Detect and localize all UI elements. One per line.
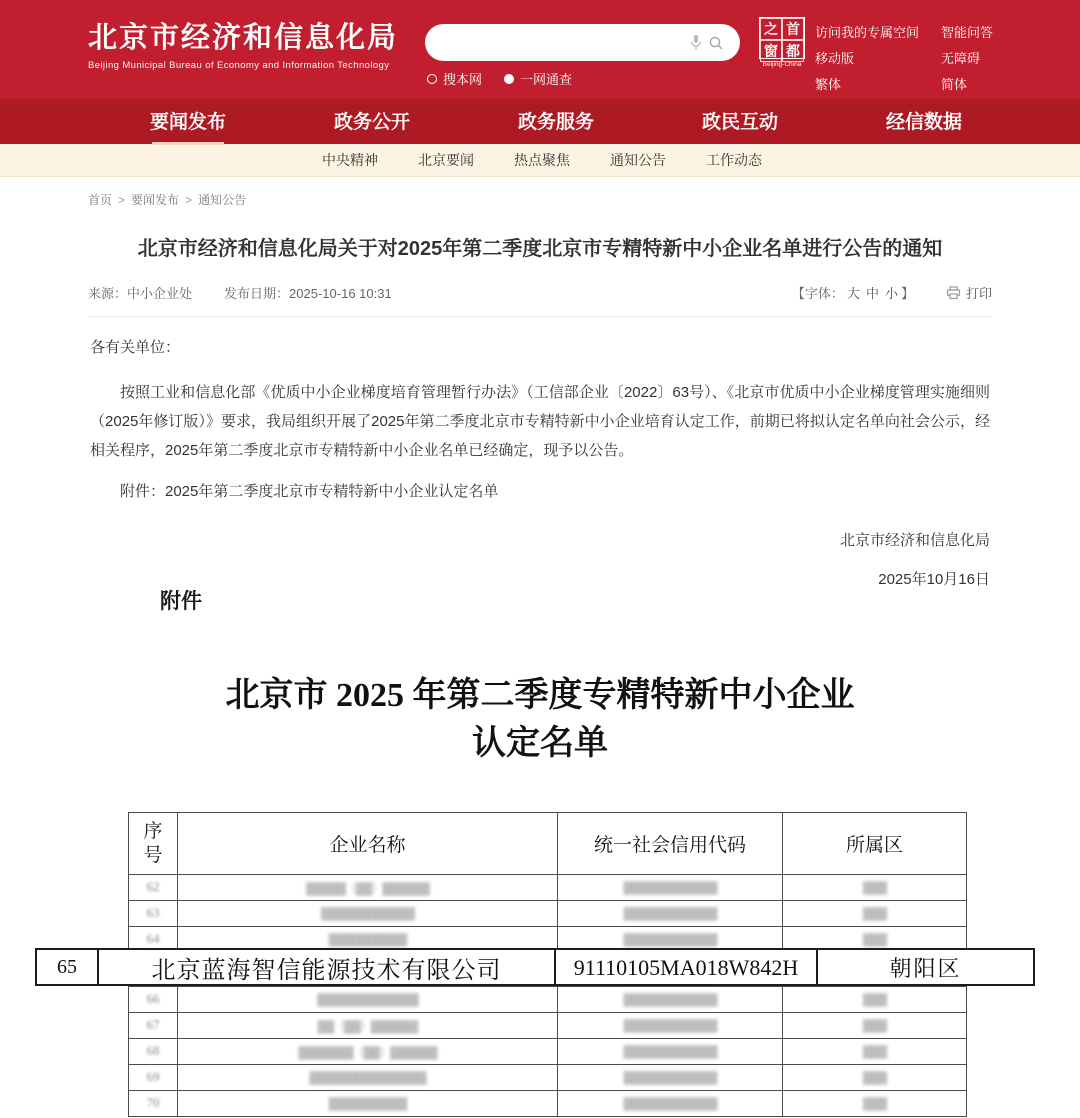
search-scope [427, 69, 740, 88]
blurred-text: ▓▓▓ [862, 879, 887, 894]
blurred-text: ▓▓▓ [862, 905, 887, 920]
subnav-item-work-trends[interactable]: 工作动态 [706, 152, 762, 168]
cell-no [129, 987, 178, 1013]
blurred-text: ▓▓▓▓▓▓▓▓▓▓▓▓ [623, 1069, 717, 1084]
blurred-text: ▓▓▓▓▓▓▓▓▓▓▓▓ [623, 1095, 717, 1110]
link-mobile-version[interactable]: 移动版 [815, 51, 855, 66]
source-label: 来源： [88, 286, 128, 301]
nav-item-news[interactable]: 要闻发布 [150, 107, 226, 136]
blurred-text: 63 [146, 905, 160, 920]
cell-no [129, 901, 178, 927]
date-label: 发布日期： [224, 286, 290, 301]
cell-name [178, 1065, 558, 1091]
link-smart-qa[interactable]: 智能问答 [941, 25, 994, 40]
article-title: 北京市经济和信息化局关于对2025年第二季度北京市专精特新中小企业名单进行公告的通知 [137, 238, 943, 260]
signature-date: 2025年10月16日 [878, 571, 990, 588]
breadcrumb-notices[interactable]: 通知公告 [198, 193, 247, 207]
header-seq-no: 序号 [129, 813, 178, 875]
highlight-seq-no: 65 [57, 956, 77, 978]
salutation: 各有关单位： [90, 339, 181, 356]
attachment-doc-title [0, 672, 1080, 768]
radio-ring-icon [427, 74, 437, 84]
link-traditional-chinese[interactable]: 繁体 [815, 77, 842, 92]
blurred-text: ▓▓▓ [862, 991, 887, 1006]
source-value: 中小企业处 [127, 286, 193, 301]
cell-name [178, 1091, 558, 1117]
link-simplified-chinese[interactable]: 简体 [941, 77, 968, 92]
blurred-text: ▓▓▓▓▓▓▓▓▓▓▓▓ [623, 991, 717, 1006]
nav-item-interaction[interactable]: 政民互动 [701, 112, 778, 133]
table-header-row [129, 813, 967, 875]
logo-char: 窗 [760, 40, 782, 62]
radio-dot-icon [504, 74, 514, 84]
cell-code [558, 1091, 783, 1117]
blurred-text: 68 [146, 1043, 160, 1058]
cell-district [783, 901, 967, 927]
blurred-text: ▓▓▓▓▓▓▓▓▓▓▓▓ [623, 931, 717, 946]
cell-district [783, 987, 967, 1013]
font-size-large-button[interactable]: 大 [846, 286, 860, 301]
scope-option-label: 一网通查 [520, 72, 573, 87]
blurred-text: ▓▓▓▓▓（▓▓）▓▓▓▓▓▓ [306, 880, 429, 895]
print-button[interactable] [946, 283, 992, 302]
cell-code [558, 987, 783, 1013]
print-label: 打印 [965, 286, 992, 301]
table-row [129, 875, 967, 901]
breadcrumb-home[interactable]: 首页 [88, 193, 113, 207]
cell-code [558, 1065, 783, 1091]
cell-district [783, 1065, 967, 1091]
blurred-text: 67 [146, 1017, 160, 1032]
blurred-text: 64 [146, 931, 160, 946]
cell-no [129, 1039, 178, 1065]
microphone-icon[interactable] [686, 34, 706, 51]
blurred-text: ▓▓▓ [862, 931, 887, 946]
article-date [224, 283, 392, 302]
capital-window-logo[interactable] [757, 17, 807, 68]
blurred-text: ▓▓▓▓▓▓▓（▓▓）▓▓▓▓▓▓ [298, 1044, 437, 1059]
date-value: 2025-10-16 10:31 [289, 286, 392, 301]
blurred-text: ▓▓▓▓▓▓▓▓▓▓▓▓ [623, 879, 717, 894]
blurred-text: 66 [146, 991, 160, 1006]
table-row [129, 1039, 967, 1065]
blurred-text: 62 [146, 879, 160, 894]
blurred-text: ▓▓▓▓▓▓▓▓▓▓ [328, 931, 407, 946]
attachment-link[interactable]: 附件：2025年第二季度北京市专精特新中小企业认定名单 [120, 483, 499, 500]
subnav-item-notices[interactable]: 通知公告 [610, 152, 666, 168]
blurred-text: ▓▓▓▓▓▓▓▓▓▓▓▓ [623, 905, 717, 920]
search-box [425, 24, 740, 61]
blurred-text: ▓▓▓ [862, 1017, 887, 1032]
breadcrumb-news[interactable]: 要闻发布 [131, 193, 180, 207]
subnav-item-beijing-news[interactable]: 北京要闻 [418, 152, 474, 168]
highlight-row [35, 948, 1035, 986]
blurred-text: ▓▓▓▓▓▓▓▓▓▓ [328, 1095, 407, 1110]
signature: 北京市经济和信息化局 [839, 532, 990, 549]
blurred-text: 69 [146, 1069, 160, 1084]
table-row [129, 1065, 967, 1091]
nav-item-gov-service[interactable]: 政务服务 [517, 112, 594, 133]
cell-code [558, 1013, 783, 1039]
cell-district [783, 1013, 967, 1039]
highlight-district: 朝阳区 [889, 956, 962, 981]
scope-option-onenet[interactable] [504, 69, 572, 88]
highlight-credit-code: 91110105MA018W842H [573, 954, 799, 980]
blurred-text: ▓▓▓▓▓▓▓▓▓▓▓▓ [623, 1017, 717, 1032]
cell-name [178, 987, 558, 1013]
blurred-text: ▓▓▓ [862, 1043, 887, 1058]
blurred-text: ▓▓▓▓▓▓▓▓▓▓▓▓ [321, 905, 414, 920]
highlight-company-name: 北京蓝海智信能源技术有限公司 [151, 958, 502, 984]
divider [88, 316, 992, 317]
cell-no [129, 1065, 178, 1091]
cell-name [178, 875, 558, 901]
cell-name [178, 901, 558, 927]
subnav-item-hot-focus[interactable]: 热点聚焦 [514, 152, 570, 168]
breadcrumb-separator: > [118, 193, 126, 207]
font-size-medium-button[interactable]: 中 [865, 286, 879, 301]
site-brand [88, 20, 398, 71]
search-icon[interactable] [706, 35, 726, 51]
scope-option-site[interactable] [427, 69, 482, 88]
quick-links [815, 22, 993, 93]
cell-district [783, 1091, 967, 1117]
body-paragraph: 按照工业和信息化部《优质中小企业梯度培育管理暂行办法》（工信部企业〔2022〕63号）、《北京市优质中小企业梯度管理实施细则（2025年修订版）》要求，我局组织开展了2025年第二季度北京市专精特新中小企业培育认定工作，前期已将拟认定名单向社会公示，经相关程序，2025年第二季度北京市专精特新中小企业名单已经确定，现予以公告。 [90, 384, 990, 459]
sub-nav [0, 144, 1080, 177]
logo-char: 首 [782, 18, 804, 40]
doc-title-line1: 北京市 2025 年第二季度专精特新中小企业 [225, 677, 855, 714]
printer-icon [946, 286, 961, 300]
breadcrumb-separator: > [185, 193, 193, 207]
cell-no [129, 1013, 178, 1039]
font-size-suffix: 】 [900, 286, 914, 301]
cell-district [783, 875, 967, 901]
site-title: 北京市经济和信息化局 [88, 22, 399, 54]
nav-item-data[interactable]: 经信数据 [885, 112, 962, 133]
logo-char: 都 [782, 40, 804, 62]
cell-name [178, 1039, 558, 1065]
nav-item-gov-open[interactable]: 政务公开 [333, 112, 410, 133]
article-source [88, 283, 192, 302]
main-nav [0, 99, 1080, 144]
scope-option-label: 搜本网 [443, 72, 483, 87]
cell-no [129, 1091, 178, 1117]
cell-code [558, 1039, 783, 1065]
cell-code [558, 901, 783, 927]
breadcrumb [0, 177, 1080, 208]
cell-code [558, 875, 783, 901]
attachment-label: 附件 [160, 589, 202, 613]
font-size-small-button[interactable]: 小 [884, 286, 898, 301]
doc-title-line2: 认定名单 [472, 725, 608, 762]
blurred-text: ▓▓▓ [862, 1095, 887, 1110]
link-accessibility[interactable]: 无障碍 [941, 51, 981, 66]
logo-caption: Beijing-China [762, 61, 802, 68]
capital-window-logo-box [759, 17, 805, 59]
meta-actions [792, 283, 992, 302]
table-row [129, 1013, 967, 1039]
search-input[interactable] [439, 35, 686, 51]
blurred-text: ▓▓▓▓▓▓▓▓▓▓▓▓ [623, 1043, 717, 1058]
cell-name [178, 1013, 558, 1039]
blurred-text: ▓▓▓ [862, 1069, 887, 1084]
search-area [425, 24, 740, 88]
site-subtitle: Beijing Municipal Bureau of Economy and Information Technology [88, 60, 390, 71]
blurred-text: ▓▓▓▓▓▓▓▓▓▓▓▓▓ [317, 991, 418, 1006]
font-size-control [792, 283, 914, 302]
cell-no [129, 875, 178, 901]
blurred-text: ▓▓▓▓▓▓▓▓▓▓▓▓▓▓▓ [309, 1069, 426, 1084]
table-row [129, 901, 967, 927]
article-body [0, 333, 1080, 594]
blurred-text: 70 [146, 1095, 160, 1110]
subnav-item-central-spirit[interactable]: 中央精神 [322, 152, 378, 168]
cell-district [783, 1039, 967, 1065]
table-row [129, 987, 967, 1013]
article-meta [0, 283, 1080, 302]
header-company-name: 企业名称 [178, 813, 558, 875]
logo-char: 之 [760, 18, 782, 40]
link-my-space[interactable]: 访问我的专属空间 [815, 25, 920, 40]
blurred-text: ▓▓（▓▓）▓▓▓▓▓▓ [317, 1018, 418, 1033]
header-credit-code: 统一社会信用代码 [558, 813, 783, 875]
site-header [0, 0, 1080, 99]
table-row [129, 1091, 967, 1117]
header-district: 所属区 [783, 813, 967, 875]
font-size-prefix: 【字体： [791, 286, 844, 301]
